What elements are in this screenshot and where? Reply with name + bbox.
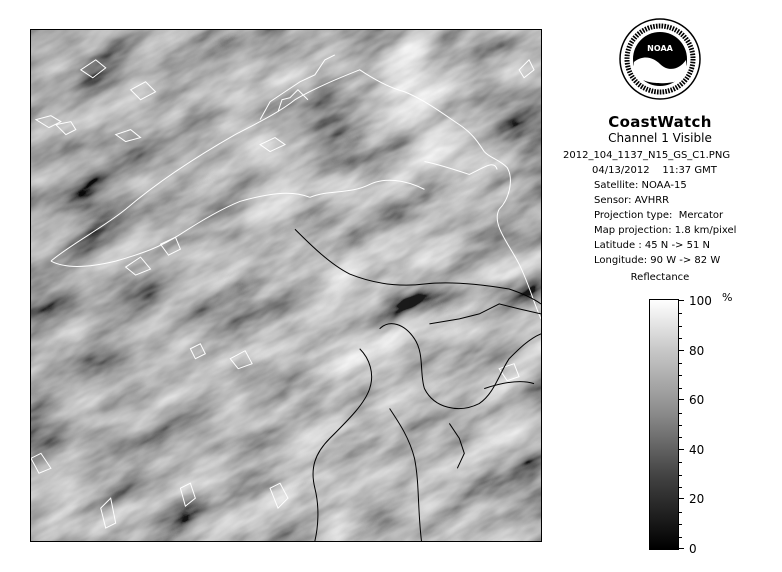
- tick-mark: [679, 498, 684, 499]
- colorbar-tick: [679, 394, 739, 406]
- colorbar-tick: [679, 493, 739, 505]
- minor-tick: [679, 326, 682, 327]
- colorbar-tick: [679, 295, 739, 307]
- colorbar-ticks: [679, 294, 739, 556]
- noaa-logo-text: NOAA: [647, 44, 673, 53]
- reflectance-colorbar: [649, 299, 679, 550]
- noaa-logo: [619, 18, 701, 100]
- app-title: CoastWatch: [608, 113, 712, 131]
- tick-label: 100: [689, 294, 712, 308]
- projection-type-text: Projection type: Mercator: [594, 210, 724, 221]
- tick-label: 80: [689, 343, 705, 358]
- tick-mark: [679, 300, 684, 301]
- minor-tick: [679, 425, 682, 426]
- longitude-text: Longitude: 90 W -> 82 W: [594, 255, 721, 266]
- minor-tick: [679, 363, 682, 364]
- minor-tick: [679, 537, 682, 538]
- tick-mark: [679, 548, 684, 549]
- tick-mark: [679, 399, 684, 400]
- colorbar-tick: [679, 543, 739, 555]
- minor-tick: [679, 388, 682, 389]
- satellite-map: [30, 29, 542, 542]
- minor-tick: [679, 375, 682, 376]
- satellite-text: Satellite: NOAA-15: [594, 180, 687, 191]
- minor-tick: [679, 437, 682, 438]
- map-projection-text: Map projection: 1.8 km/pixel: [594, 225, 737, 236]
- colorbar-tick: [679, 345, 739, 357]
- tick-label: 20: [689, 492, 705, 507]
- channel-subtitle: Channel 1 Visible: [608, 131, 712, 145]
- reflectance-label: Reflectance: [630, 272, 690, 283]
- scale-unit: %: [722, 291, 733, 304]
- datetime-text: 04/13/2012 11:37 GMT: [592, 165, 717, 176]
- tick-mark: [679, 449, 684, 450]
- minor-tick: [679, 512, 682, 513]
- minor-tick: [679, 475, 682, 476]
- tick-mark: [679, 350, 684, 351]
- latitude-text: Latitude : 45 N -> 51 N: [594, 240, 710, 251]
- minor-tick: [679, 413, 682, 414]
- tick-label: 60: [689, 393, 705, 408]
- minor-tick: [679, 313, 682, 314]
- filename-text: 2012_104_1137_N15_GS_C1.PNG: [563, 150, 731, 161]
- metadata-panel: [563, 148, 773, 268]
- minor-tick: [679, 524, 682, 525]
- minor-tick: [679, 462, 682, 463]
- minor-tick: [679, 338, 682, 339]
- colorbar-tick: [679, 444, 739, 456]
- tick-label: 0: [689, 542, 697, 556]
- minor-tick: [679, 487, 682, 488]
- cloud-imagery: [31, 30, 541, 541]
- sensor-text: Sensor: AVHRR: [594, 195, 670, 206]
- tick-label: 40: [689, 442, 705, 457]
